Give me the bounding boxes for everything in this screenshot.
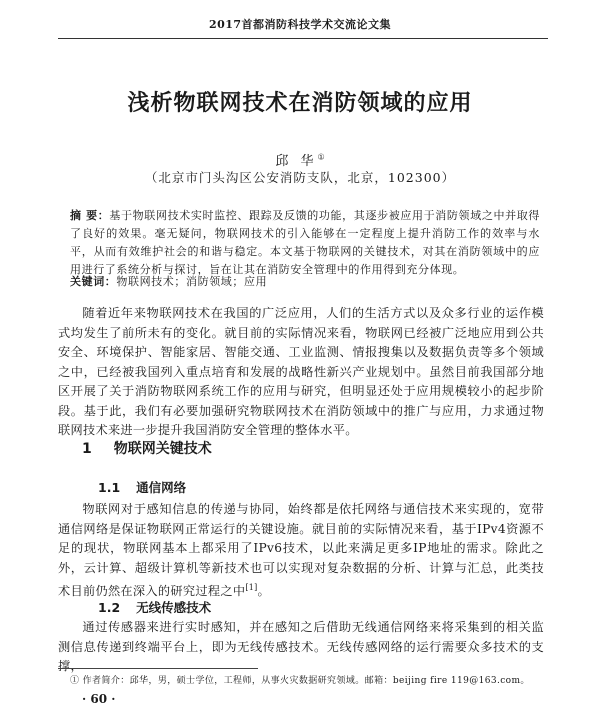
- citation-ref: [1]: [245, 583, 258, 592]
- section-1-title: 物联网关键技术: [113, 441, 212, 457]
- abstract: [70, 207, 540, 279]
- author-footnote: ① 作者简介：邱华，男，硕士学位，工程师，从事火灾数据研究领域。邮箱：beijing fire 119@163.com。: [70, 676, 530, 686]
- section-1-1-paragraph: [58, 500, 544, 602]
- author-affiliation: （北京市门头沟区公安消防支队，北京，102300）: [144, 170, 456, 185]
- keywords: [70, 273, 540, 291]
- keywords-label: 关键词：: [70, 275, 117, 288]
- section-1-2-paragraph: 通过传感器来进行实时感知，并在感知之后借助无线通信网络来将采集到的相关监测信息传递到终端平台上，即为无线传感技术。无线传感网络的运行需要众多技术的支撑，: [58, 620, 544, 673]
- footnote-rule: [58, 668, 258, 669]
- section-1-1-heading: [98, 478, 186, 496]
- section-1-heading: [82, 438, 212, 458]
- section-1-1-body: [58, 500, 544, 602]
- section-1-1-title: 通信网络: [136, 480, 187, 495]
- header-rule: [58, 38, 548, 39]
- section-1-1-number: 1.1: [98, 480, 121, 495]
- intro-paragraph: 随着近年来物联网技术在我国的广泛应用，人们的生活方式以及众多行业的运作模式均发生了前所未有的变化。就目前的实际情况来看，物联网已经被广泛地应用到公共安全、环境保护、智能家居、智能交通、工业监测、情报搜集以及数据负责等多个领域之中，已经被我国列入重点培育和发展的战略性新兴产业规划中。虽然目前我国部分地区开展了关于消防物联网系统工作的应用与研究，但明显还处于应用规模较小的起步阶段。基于此，我们有必要加强研究物联网技术在消防领域中的推广与应用，力求通过物联网技术来进一步提升我国消防安全管理的整体水平。: [58, 306, 544, 437]
- section-1-number: 1: [82, 441, 92, 457]
- section-1-2-heading: [98, 598, 211, 616]
- section-1-1-text: 物联网对于感知信息的传递与协同，始终都是依托网络与通信技术来实现的，宽带通信网络是保证物联网正常运行的关键设施。就目前的实际情况来看，基于IPv4资源不足的现状，物联网基本上都采用了IPv6技术，以此来满足更多IP地址的需求。除此之外，云计算、超级计算机等新技术也可以实现对复杂数据的分析、计算与汇总，此类技术目前仍然在深入的研究过程之中: [58, 502, 544, 599]
- author-line: [0, 150, 600, 169]
- abstract-label: 摘 要：: [70, 209, 110, 222]
- running-head: 2017首都消防科技学术交流论文集: [208, 18, 392, 31]
- section-1-1-end: 。: [257, 584, 271, 599]
- paper-title: 浅析物联网技术在消防领域的应用: [127, 91, 473, 116]
- section-1-2-title: 无线传感技术: [136, 600, 212, 615]
- author-footnote-mark: ①: [317, 152, 325, 162]
- abstract-text: 基于物联网技术实时监控、跟踪及反馈的功能，其逐步被应用于消防领域之中并取得了良好的效果。毫无疑问，物联网技术的引入能够在一定程度上提升消防工作的效率与水平，从而有效维护社会的和谐与稳定。本文基于物联网的关键技术，对其在消防领域中的应用进行了系统分析与探讨，旨在让其在消防安全管理中的作用得到充分体现。: [70, 209, 540, 276]
- intro-section: [58, 304, 544, 441]
- author-name: 邱 华: [275, 154, 318, 169]
- page-number: · 60 ·: [82, 692, 116, 706]
- section-1-2-number: 1.2: [98, 600, 121, 615]
- keywords-text: 物联网技术；消防领域；应用: [116, 275, 268, 288]
